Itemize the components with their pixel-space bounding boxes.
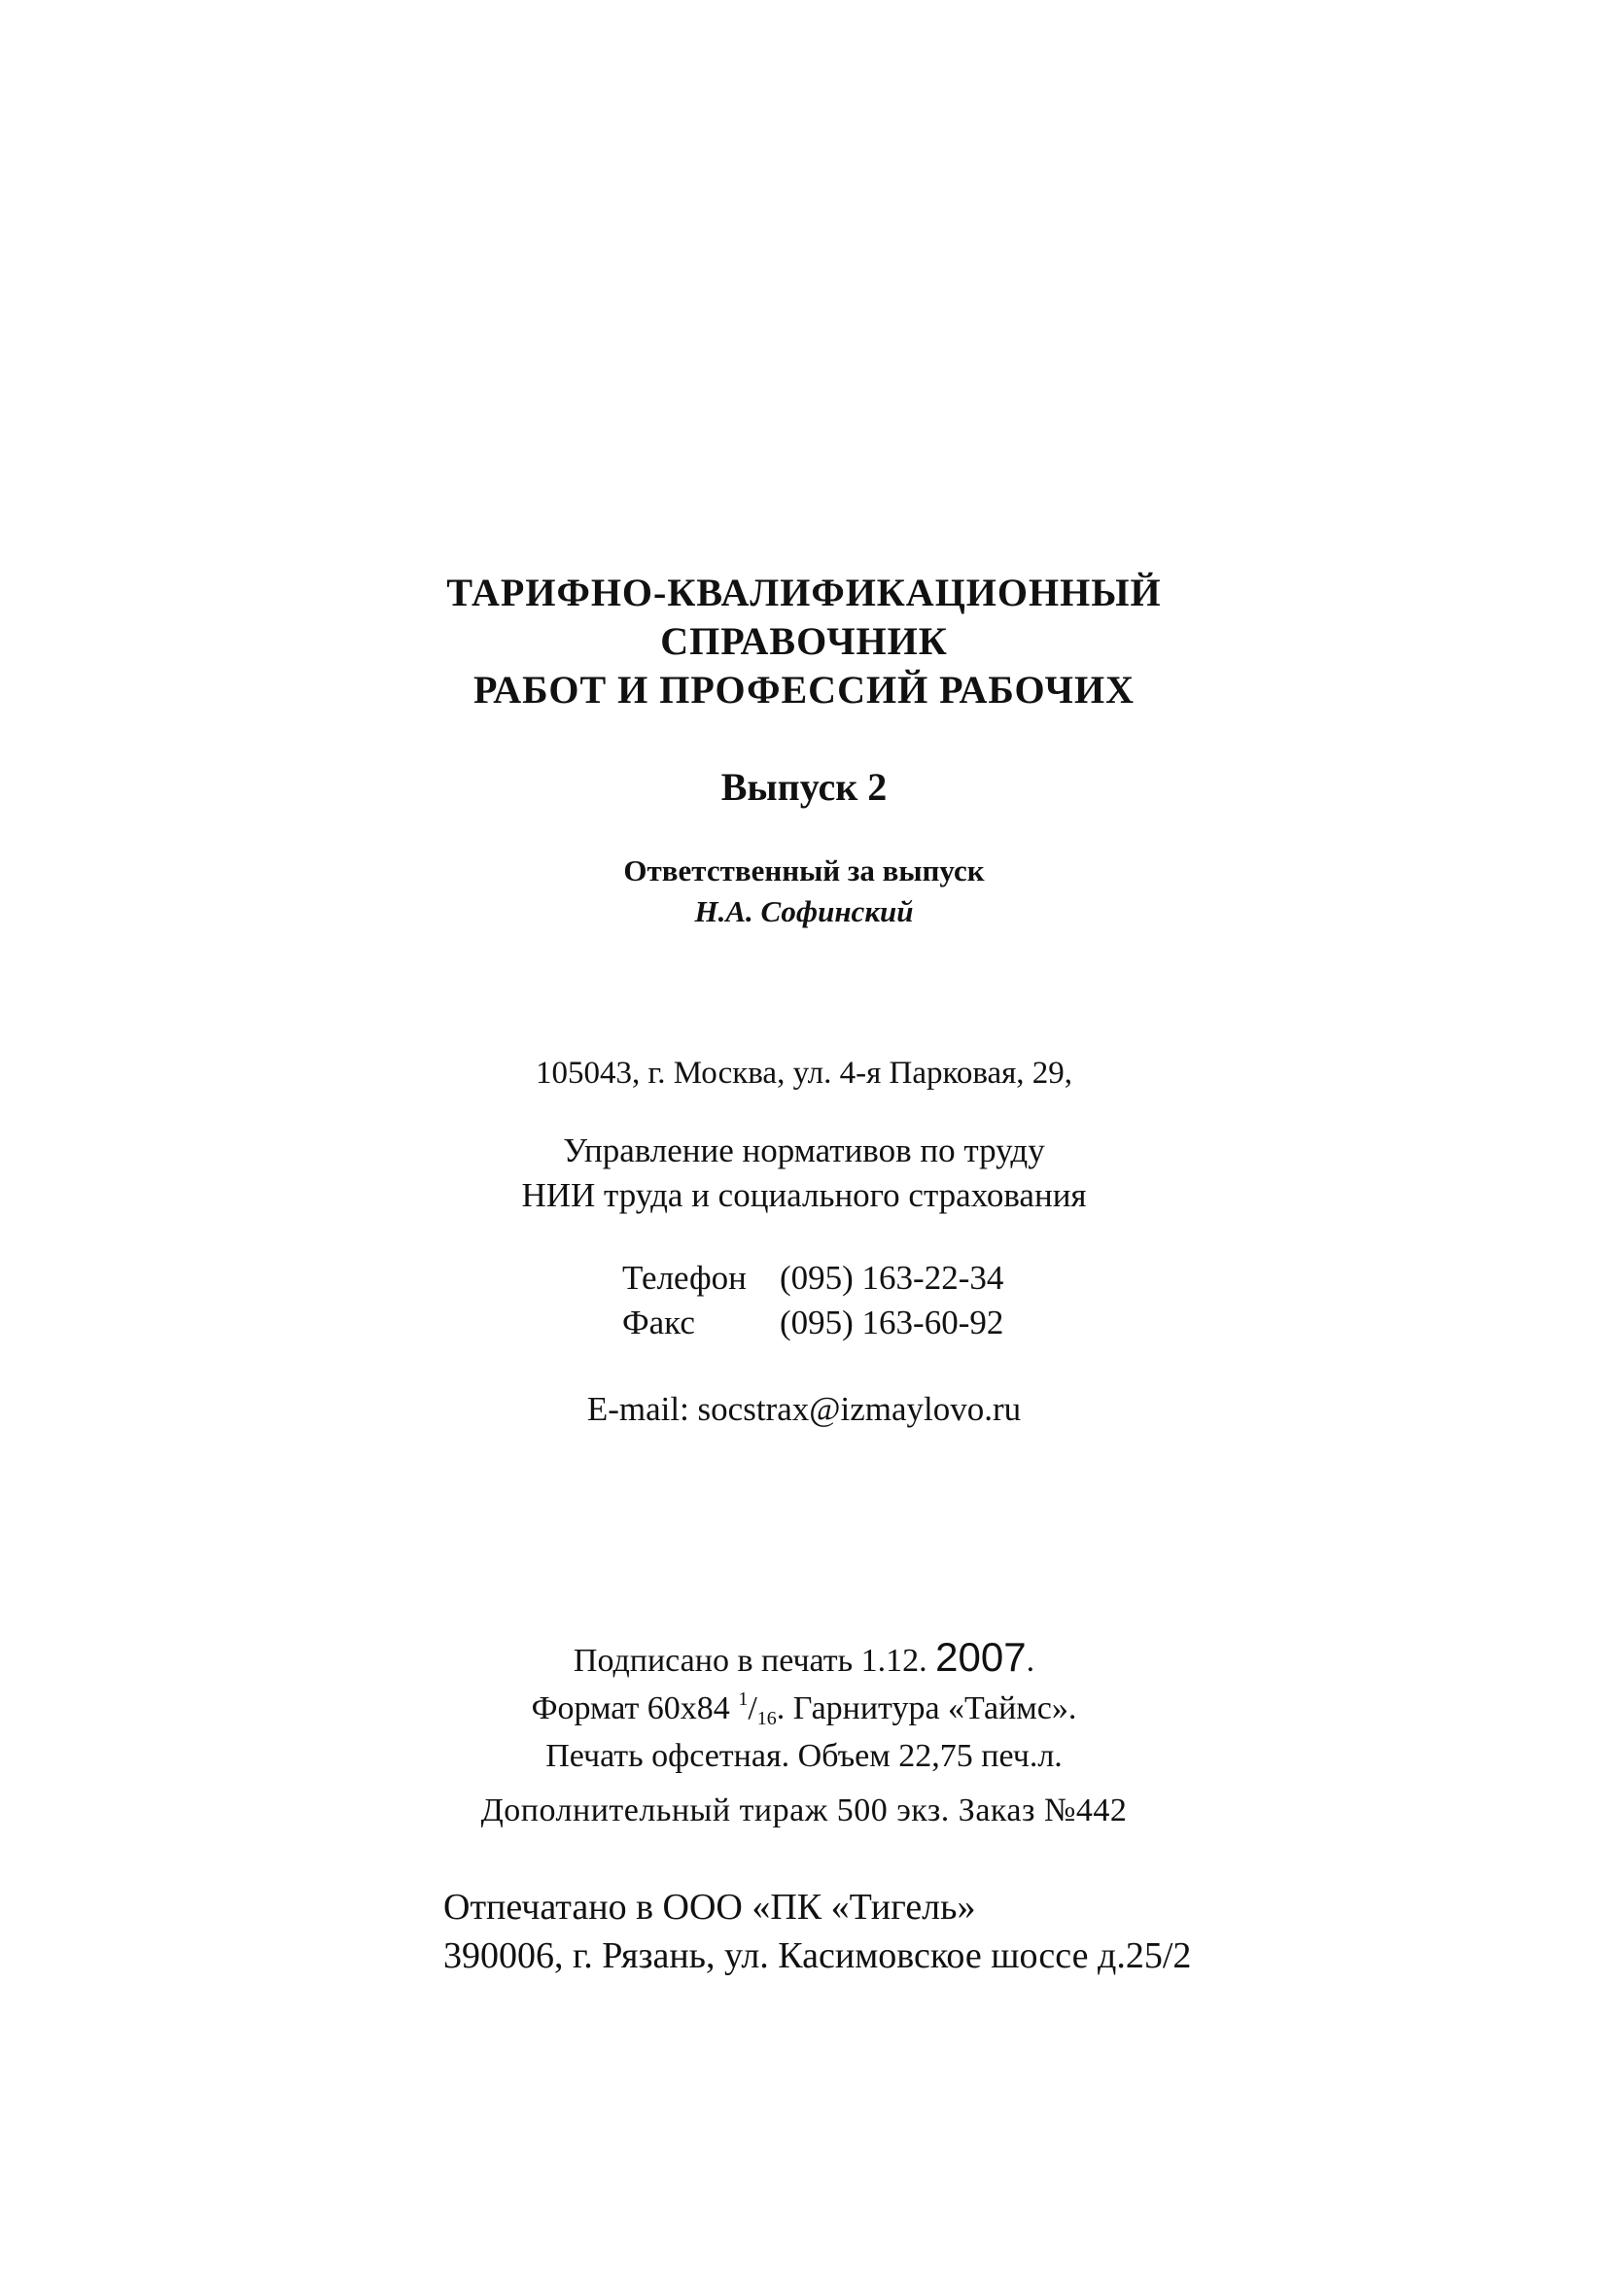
format-denominator: 16	[756, 1708, 777, 1729]
fax-number: (095) 163-60-92	[780, 1304, 1004, 1341]
email-address: E-mail: socstrax@izmaylovo.ru	[586, 1390, 1022, 1428]
printer-address: 390006, г. Рязань, ул. Касимовское шоссе д.25/2	[443, 1935, 1192, 1976]
title-line-2: СПРАВОЧНИК	[660, 619, 948, 663]
phone-row	[622, 1261, 1003, 1295]
fax-label: Факс	[622, 1304, 695, 1341]
postal-address: 105043, г. Москва, ул. 4-я Парковая, 29,	[535, 1056, 1073, 1091]
issue-number: Выпуск 2	[720, 765, 888, 809]
organization-line-1: Управление нормативов по труду	[563, 1131, 1045, 1169]
phone-number: (095) 163-22-34	[780, 1259, 1004, 1297]
print-run-line: Дополнительный тираж 500 экз. Заказ №442	[480, 1792, 1128, 1828]
print-volume-line: Печать офсетная. Объем 22,75 печ.л.	[545, 1738, 1063, 1774]
fax-row	[622, 1305, 1003, 1339]
signed-prefix: Подписано в печать 1.12.	[573, 1643, 927, 1679]
title-line-1: ТАРИФНО-КВАЛИФИКАЦИОННЫЙ	[446, 571, 1162, 614]
format-line	[0, 1688, 1608, 1729]
responsible-name: Н.А. Софинский	[694, 894, 914, 928]
responsible-label: Ответственный за выпуск	[623, 853, 985, 887]
title-line-3: РАБОТ И ПРОФЕССИЙ РАБОЧИХ	[472, 668, 1136, 712]
format-numerator: 1	[738, 1688, 749, 1710]
printer-name: Отпечатано в ООО «ПК «Тигель»	[443, 1887, 976, 1928]
format-prefix: Формат 60x84	[531, 1690, 730, 1726]
signed-to-print	[0, 1634, 1608, 1680]
signed-year: 2007	[935, 1634, 1027, 1680]
format-fraction	[738, 1688, 777, 1729]
signed-suffix: .	[1026, 1643, 1035, 1679]
phone-label: Телефон	[622, 1259, 747, 1297]
format-slash: /	[748, 1690, 757, 1726]
format-suffix: . Гарнитура «Таймс».	[776, 1690, 1077, 1726]
organization-line-2: НИИ труда и социального страхования	[521, 1176, 1087, 1214]
